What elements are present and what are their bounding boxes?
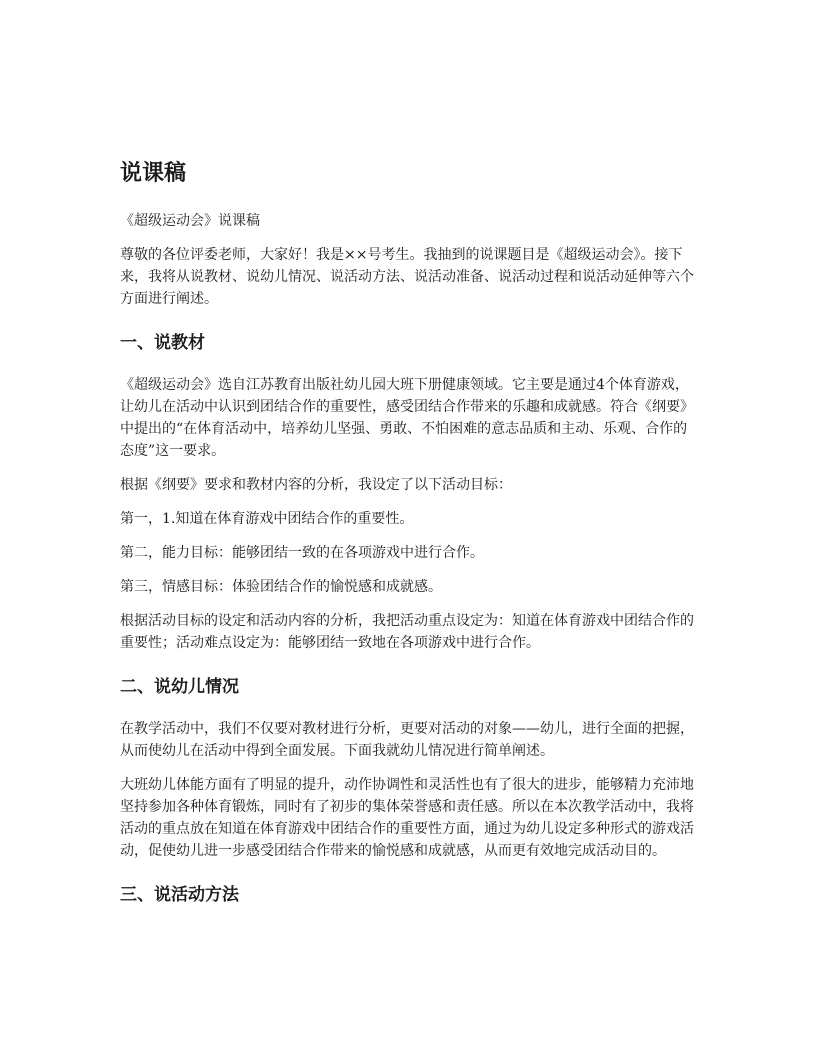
goal-ability-paragraph: 第二，能力目标：能够团结一致的在各项游戏中进行合作。 (120, 545, 484, 561)
document-subtitle: 《超级运动会》说课稿 (120, 213, 260, 229)
goals-intro-paragraph: 根据《纲要》要求和教材内容的分析，我设定了以下活动目标： (120, 477, 512, 493)
goal-knowledge-paragraph: 第一，1.知道在体育游戏中团结合作的重要性。 (120, 511, 414, 527)
section-heading-children: 二、说幼儿情况 (120, 677, 239, 697)
document-title: 说课稿 (120, 161, 187, 186)
focus-difficulty-paragraph: 根据活动目标的设定和活动内容的分析，我把活动重点设定为：知道在体育游戏中团结合作的重要性；活动难点设定为：能够团结一致地在各项游戏中进行合作。 (120, 613, 694, 651)
children-intro-paragraph: 在教学活动中，我们不仅要对教材进行分析，更要对活动的对象——幼儿，进行全面的把握，从而使幼儿在活动中得到全面发展。下面我就幼儿情况进行简单阐述。 (120, 721, 694, 759)
intro-paragraph: 尊敬的各位评委老师，大家好！我是××号考生。我抽到的说课题目是《超级运动会》。接下来，我将从说教材、说幼儿情况、说活动方法、说活动准备、说活动过程和说活动延伸等六个方面进行阐述。 (120, 247, 694, 307)
document-page (120, 158, 698, 926)
children-analysis-paragraph: 大班幼儿体能方面有了明显的提升，动作协调性和灵活性也有了很大的进步，能够精力充沛地坚持参加各种体育锻炼，同时有了初步的集体荣誉感和责任感。所以在本次教学活动中，我将活动的重点放在知道在体育游戏中团结合作的重要性方面，通过为幼儿设定多种形式的游戏活动，促使幼儿进一步感受团结合作带来的愉悦感和成就感，从而更有效地完成活动目的。 (120, 777, 694, 859)
section-heading-textbook: 一、说教材 (120, 333, 205, 353)
section-heading-methods: 三、说活动方法 (120, 885, 239, 905)
goal-emotion-paragraph: 第三，情感目标：体验团结合作的愉悦感和成就感。 (120, 579, 442, 595)
textbook-paragraph: 《超级运动会》选自江苏教育出版社幼儿园大班下册健康领域。它主要是通过4个体育游戏，让幼儿在活动中认识到团结合作的重要性，感受团结合作带来的乐趣和成就感。符合《纲要》中提出的“在体育活动中，培养幼儿坚强、勇敢、不怕困难的意志品质和主动、乐观、合作的态度”这一要求。 (120, 377, 694, 459)
